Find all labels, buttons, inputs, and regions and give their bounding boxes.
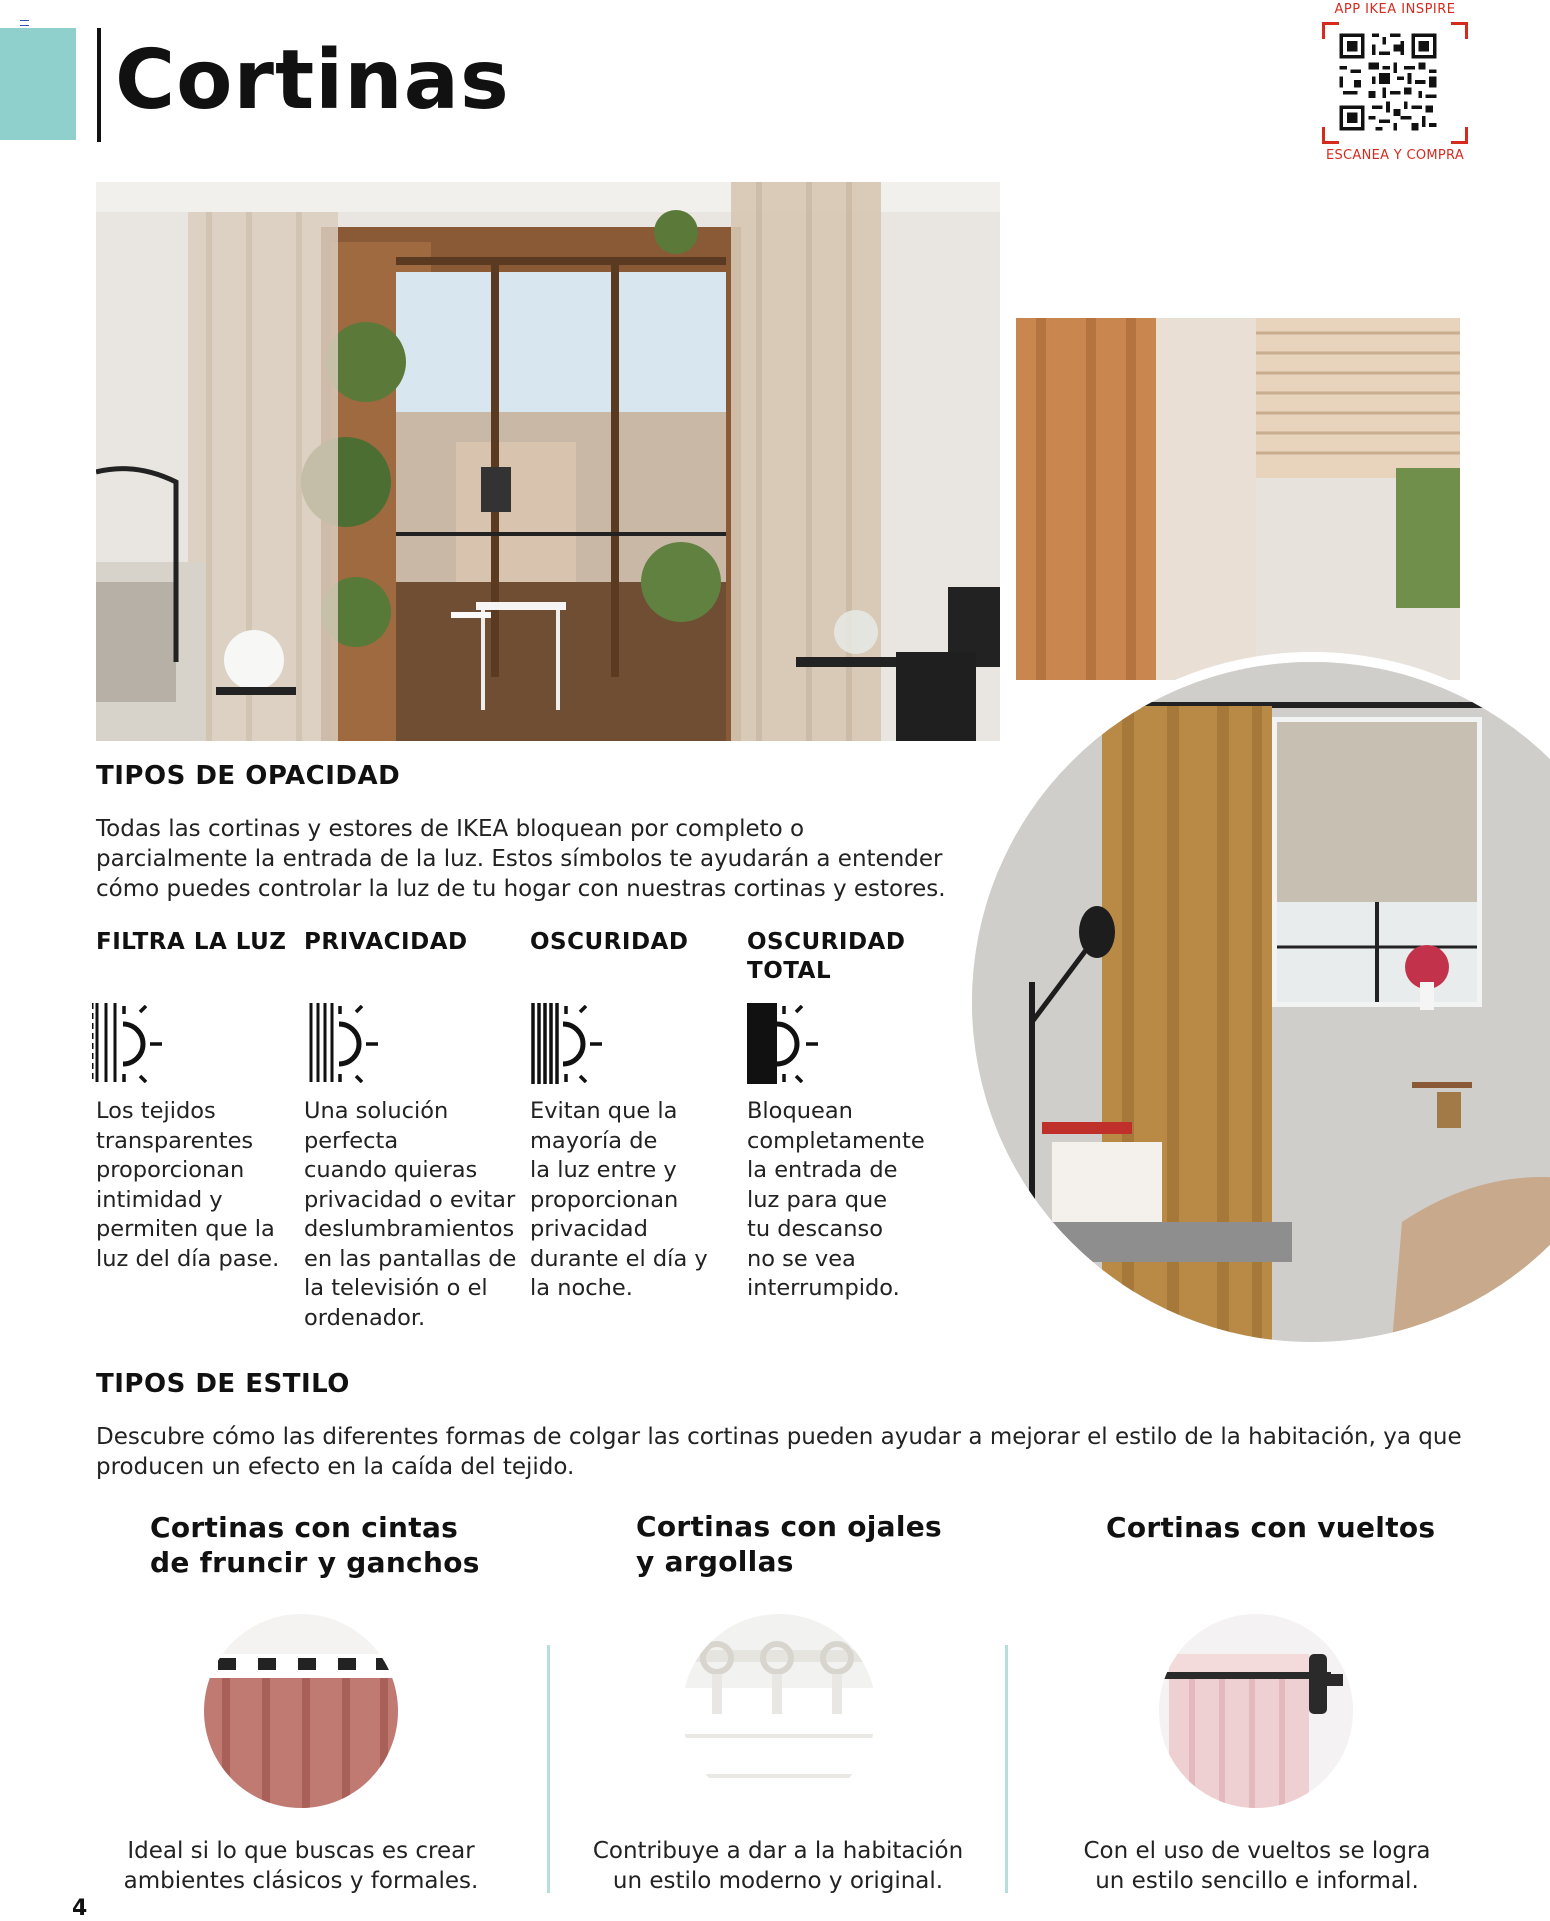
style-type-title-line: Cortinas con ojales [636, 1510, 943, 1543]
opacity-type-text-line: la noche. [530, 1275, 633, 1301]
opacity-type-text [304, 1097, 516, 1333]
opacity-type-text-line: luz del día pase. [96, 1245, 280, 1272]
brown-curtain-circle-photo [962, 652, 1550, 1352]
teal-page-tab [0, 28, 76, 140]
style-type-text-line: Con el uso de vueltos se logra [1083, 1838, 1431, 1864]
opacity-type-title [747, 928, 905, 986]
opacity-type-title-line: OSCURIDAD [530, 929, 689, 955]
style-type-title [1106, 1510, 1435, 1545]
style-intro-line: producen un efecto en la caída del tejido. [96, 1454, 575, 1480]
opacity-type-text-line: perfecta [304, 1127, 399, 1154]
opacity-type-text-line: completamente [747, 1127, 925, 1154]
opacity-type-text-line: en las pantallas de [304, 1245, 517, 1272]
style-type-text [1052, 1836, 1462, 1896]
opacity-type-title [96, 928, 286, 957]
qr-code-icon[interactable] [1336, 30, 1440, 134]
opacity-type-text-line: privacidad o evitar [304, 1186, 516, 1213]
style-type-text [573, 1836, 983, 1896]
style-intro [96, 1422, 1496, 1482]
style-type-text-line: Contribuye a dar a la habitación [592, 1838, 964, 1864]
style-type-title [150, 1510, 480, 1580]
opacity-type-text-line: intimidad y [96, 1186, 223, 1213]
opacity-type-text-line: interrumpido. [747, 1275, 900, 1301]
opacity-type-text-line: transparentes [96, 1127, 254, 1154]
style-type-title-line: Cortinas con cintas [150, 1511, 459, 1544]
style-type-title-line: y argollas [636, 1545, 794, 1578]
opacity-type-text-line: mayoría de [530, 1127, 658, 1154]
opacity-type-text-line: la entrada de [747, 1157, 898, 1183]
window-blinds-photo [1016, 318, 1460, 680]
style-type-title [636, 1509, 942, 1579]
style-type-title-line: de fruncir y ganchos [150, 1546, 480, 1579]
opacity-type-text-line: Los tejidos [96, 1098, 216, 1124]
pleat-tape-hooks-photo [204, 1614, 398, 1808]
style-type-title-line: Cortinas con vueltos [1106, 1511, 1436, 1544]
style-intro-line: Descubre cómo las diferentes formas de colgar las cortinas pueden ayudar a mejorar el estilo de la habitación, ya que [96, 1424, 1462, 1450]
qr-bottom-label: ESCANEA Y COMPRA [1325, 148, 1465, 163]
style-type-text-line: ambientes clásicos y formales. [123, 1868, 479, 1894]
opacity-type-text [530, 1097, 708, 1304]
opacity-type-text-line: la televisión o el [304, 1275, 488, 1301]
opacity-type-text-line: ordenador. [304, 1304, 426, 1331]
style-type-text-line: un estilo moderno y original. [612, 1868, 944, 1894]
column-divider [1005, 1645, 1008, 1893]
opacity-type-text-line: deslumbramientos [304, 1216, 515, 1242]
opacity-type-text-line: Una solución [304, 1098, 449, 1124]
opacity-type-title-line: TOTAL [747, 958, 832, 984]
opacity-type-text-line: cuando quieras [304, 1157, 478, 1183]
opacity-intro-line: Todas las cortinas y estores de IKEA bloquean por completo o [96, 816, 805, 842]
opacity-type-text-line: Evitan que la [530, 1098, 678, 1124]
opacity-type-text-line: privacidad [530, 1216, 648, 1242]
opacity-type-text-line: proporcionan [530, 1186, 679, 1213]
style-heading: TIPOS DE ESTILO [96, 1369, 350, 1399]
corner-mark [20, 20, 29, 26]
opacity-type-title-line: FILTRA LA LUZ [96, 929, 287, 955]
page-title: Cortinas [115, 33, 510, 128]
total-darkness-icon [746, 1000, 838, 1086]
opacity-intro [96, 814, 976, 904]
opacity-type-text [96, 1097, 279, 1274]
opacity-type-text-line: luz para que [747, 1186, 888, 1213]
opacity-type-title [304, 928, 468, 957]
opacity-intro-line: cómo puedes controlar la luz de tu hogar con nuestras cortinas y estores. [96, 876, 946, 902]
opacity-type-title-line: OSCURIDAD [747, 929, 906, 955]
opacity-type-text-line: proporcionan [96, 1157, 245, 1183]
opacity-type-title [530, 928, 688, 957]
opacity-type-text-line: Bloquean [747, 1098, 853, 1124]
opacity-type-text-line: permiten que la [96, 1216, 275, 1242]
opacity-type-text-line: no se vea [747, 1245, 856, 1272]
bedroom-balcony-photo [96, 182, 1000, 741]
qr-top-label: APP IKEA INSPIRE [1334, 2, 1456, 17]
eyelet-rings-photo [682, 1614, 876, 1808]
opacity-type-text-line: la luz entre y [530, 1157, 677, 1183]
rod-pocket-photo [1159, 1614, 1353, 1808]
darkness-icon [530, 1000, 622, 1086]
opacity-type-text-line: tu descanso [747, 1216, 883, 1242]
page-number: 4 [72, 1896, 88, 1921]
light-filter-icon [92, 1000, 184, 1086]
opacity-intro-line: parcialmente la entrada de la luz. Estos símbolos te ayudarán a entender [96, 846, 943, 872]
opacity-type-text-line: durante el día y [530, 1245, 708, 1272]
title-rule [97, 28, 101, 142]
column-divider [547, 1645, 550, 1893]
style-type-text [96, 1836, 506, 1896]
opacity-heading: TIPOS DE OPACIDAD [96, 761, 401, 791]
privacy-icon [308, 1000, 400, 1086]
style-type-text-line: Ideal si lo que buscas es crear [127, 1838, 475, 1864]
style-type-text-line: un estilo sencillo e informal. [1095, 1868, 1419, 1894]
opacity-type-text [747, 1097, 925, 1304]
opacity-type-title-line: PRIVACIDAD [304, 929, 468, 955]
